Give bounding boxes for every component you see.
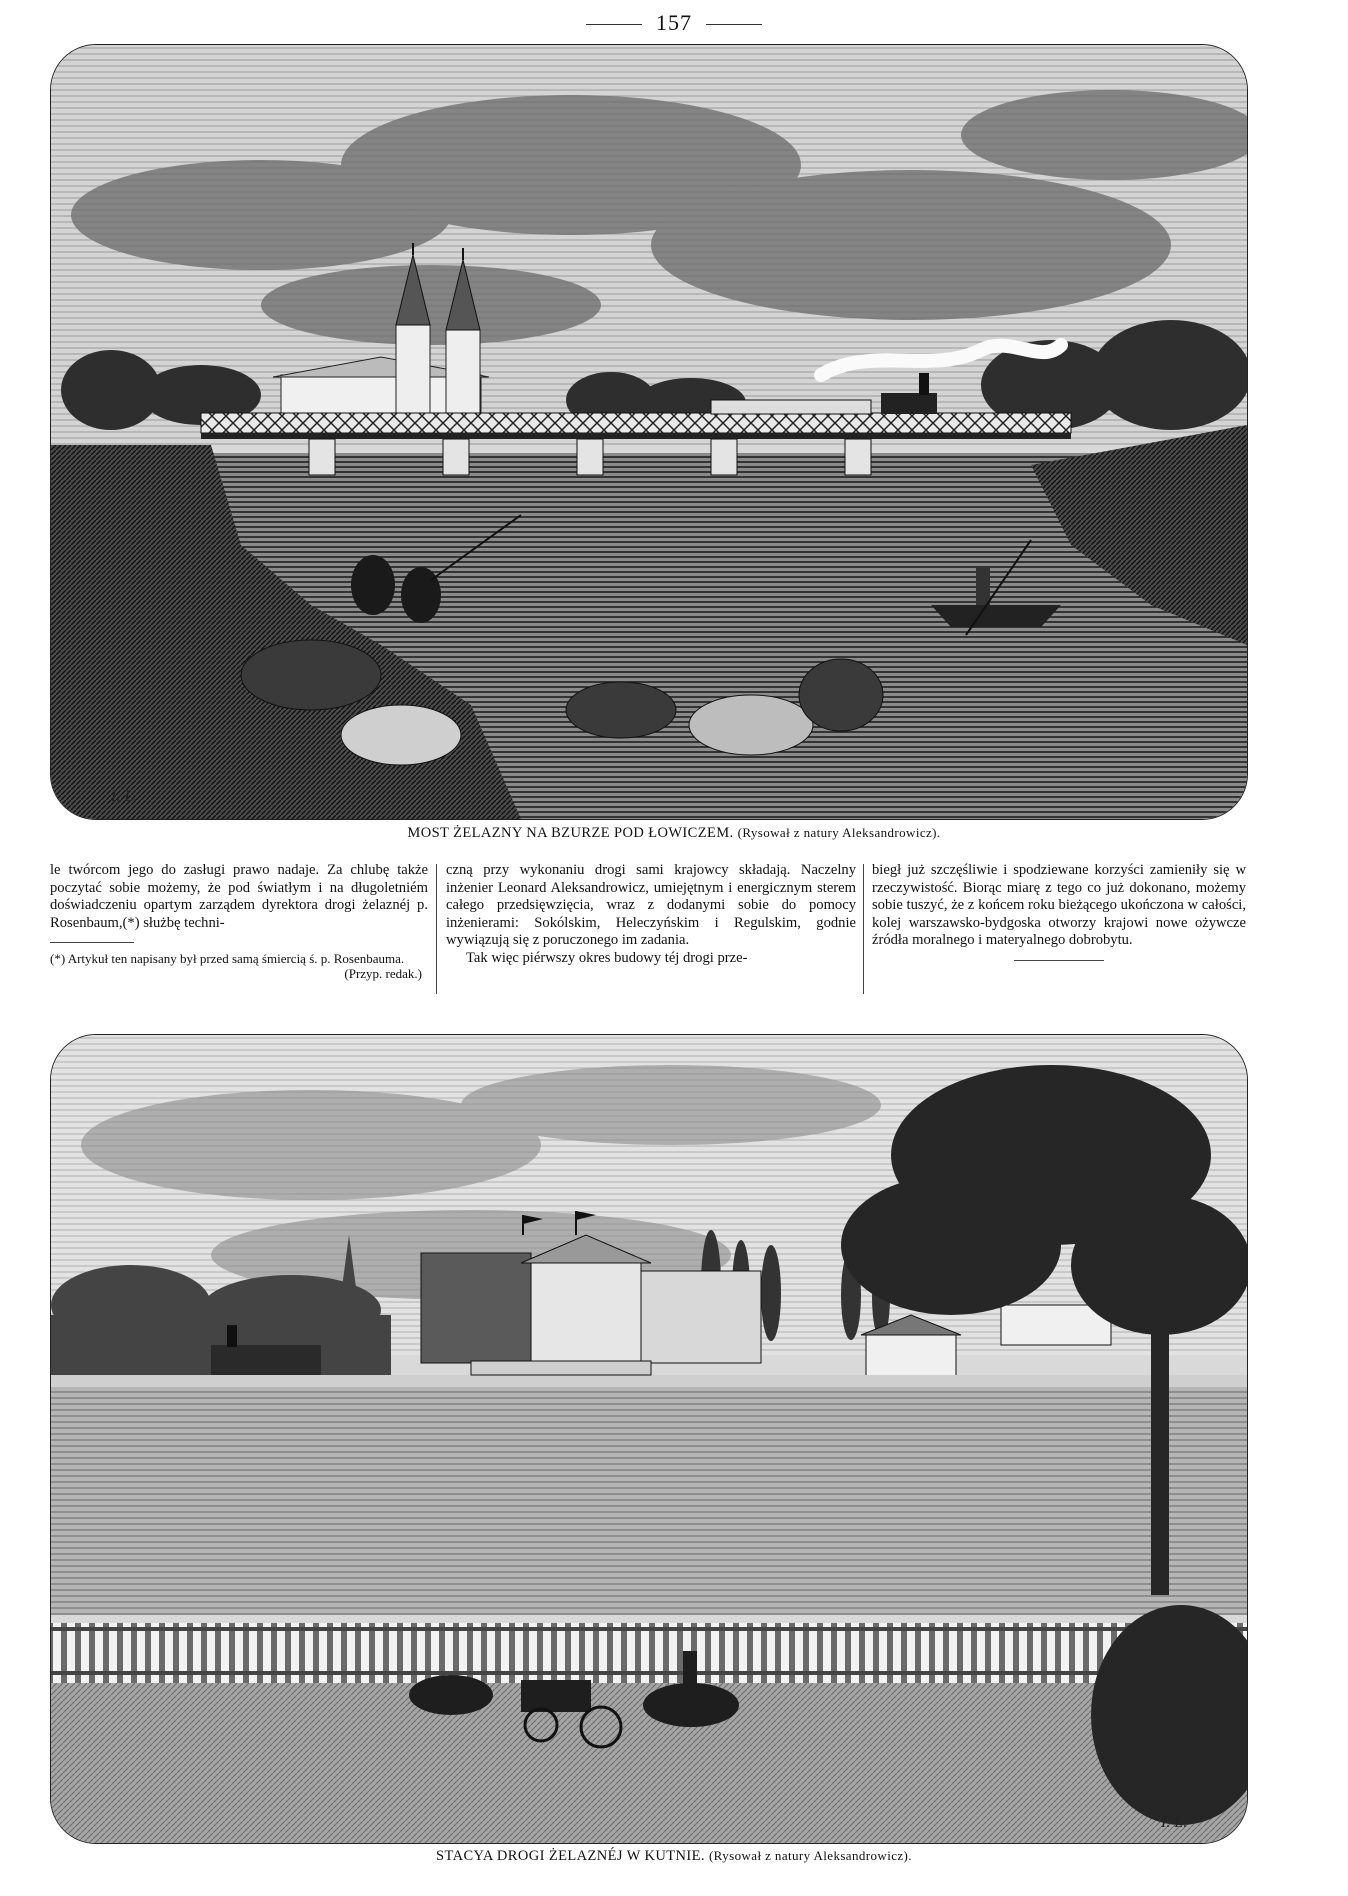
column-rule-1 — [436, 864, 437, 994]
bridge-caption: MOST ŻELAZNY NA BZURZE POD ŁOWICZEM. (Rysował z natury Aleksandrowicz). — [407, 825, 941, 841]
article-text — [50, 862, 1246, 1022]
bridge-illustration — [51, 45, 1247, 819]
railway-track — [51, 1375, 1247, 1387]
artist-initials: I. L. — [111, 788, 138, 805]
page-number-rule-right — [706, 24, 762, 25]
station-yard — [51, 1375, 1247, 1615]
station-caption: STACYA DROGI ŻELAZNÉJ W KUTNIE. (Rysował z natury Aleksandrowicz). — [436, 1848, 912, 1864]
engraving-iron-bridge — [50, 44, 1248, 820]
article-column-3: biegł już szczęśliwie i spodziewane korzyści zamieniły się w rzeczywistość. Biorąc miarę z tego co już dokonano, możemy sobie tuszyć, że z końcem roku bieżącego ukończona w całości, kolej warszawsko-bydgoska otworzy krajowi nowe ożywcze źródła moralnego i materyalnego dobrobytu. — [872, 862, 1246, 961]
engraving-kutno-station — [50, 1034, 1248, 1844]
article-end-rule — [1014, 960, 1104, 961]
article-column-2: czną przy wykonaniu drogi sami krajowcy składają. Naczelny inżenier Leonard Aleksandrowicz, umiejętnym i energicznym sterem całego przedsięwzięcia, wraz z dodanymi sobie do pomocy inżenierami: Sokólskim, Heleczyńskim i Regulskim, godnie wywiązują się z poruczonego im zadania. Tak więc piérwszy okres budowy téj drogi prze- — [446, 862, 856, 966]
page-number: 157 — [0, 10, 1348, 36]
article-column-1: le twórcom jego do zasługi prawo nadaje. Za chlubę także poczytać sobie możemy, że pod światłym i na długoletniém doświadczeniu opartym zarządem dyrektora drogi żelaznéj p. Rosenbaum,(*) służbę techni- (*) Artykuł ten napisany był przed samą śmiercią ś. p. Rosenbauma. (Przyp. redak.) — [50, 862, 428, 982]
column-rule-2 — [863, 864, 864, 994]
bridge-truss — [201, 413, 1071, 433]
page-number-rule-left — [586, 24, 642, 25]
station-illustration — [51, 1035, 1247, 1843]
footnote-rule — [50, 942, 134, 943]
footnote: (*) Artykuł ten napisany był przed samą śmiercią ś. p. Rosenbauma. (Przyp. redak.) — [50, 951, 422, 982]
artist-initials-2: I. L. — [1161, 1814, 1188, 1831]
bridge-deck — [201, 433, 1071, 439]
